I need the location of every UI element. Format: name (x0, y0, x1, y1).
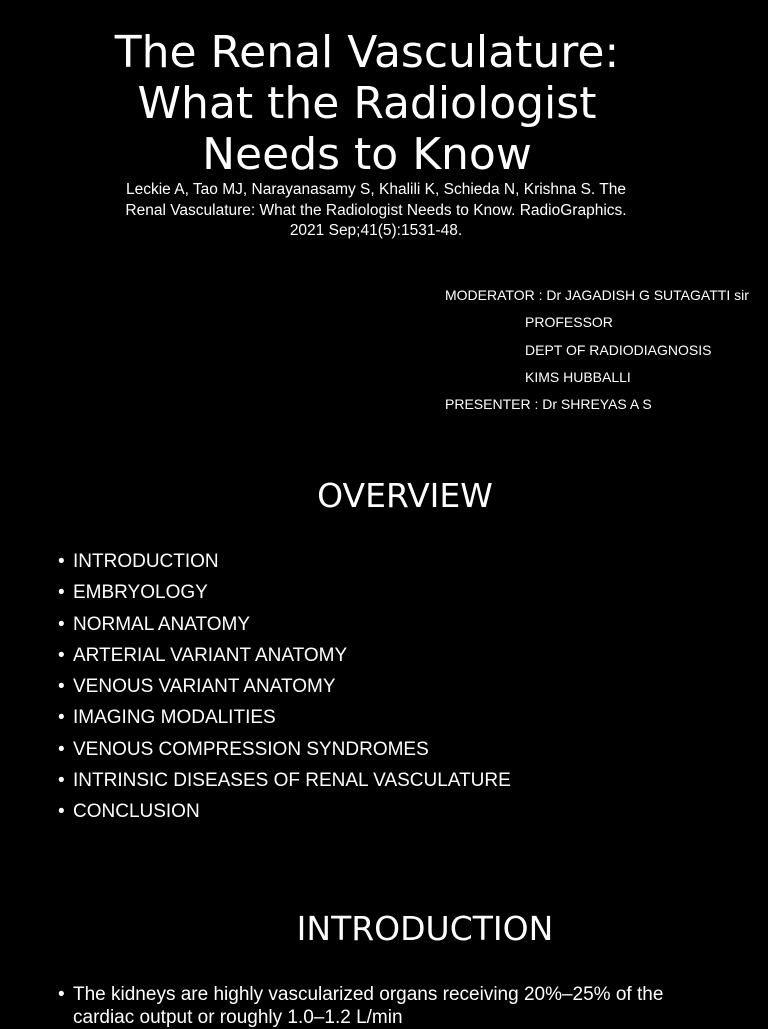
introduction-item (58, 983, 718, 1029)
designation-line: PROFESSOR (525, 314, 613, 331)
overview-item (58, 705, 511, 736)
institution-line: KIMS HUBBALLI (525, 368, 631, 385)
overview-item (58, 580, 511, 611)
bullet-icon: • (58, 582, 65, 604)
bullet-icon: • (58, 770, 65, 792)
overview-item-text: VENOUS COMPRESSION SYNDROMES (73, 738, 429, 760)
moderator-line: MODERATOR : Dr JAGADISH G SUTAGATTI sir (445, 287, 749, 303)
bullet-icon: • (58, 551, 65, 572)
bullet-icon: • (58, 738, 65, 760)
overview-item (58, 768, 511, 799)
presentation-title: The Renal Vasculature: What the Radiologist Needs to Know (114, 27, 620, 180)
overview-item (58, 737, 511, 768)
overview-item (58, 612, 511, 643)
bullet-icon: • (58, 644, 65, 666)
overview-item-text: VENOUS VARIANT ANATOMY (73, 676, 336, 698)
bullet-icon: • (58, 984, 65, 1005)
overview-list (58, 549, 511, 831)
overview-item (58, 674, 511, 705)
title-slide (0, 0, 768, 440)
overview-item (58, 549, 511, 580)
overview-item-text: ARTERIAL VARIANT ANATOMY (73, 644, 348, 666)
bullet-icon: • (58, 801, 65, 823)
introduction-heading: INTRODUCTION (296, 909, 554, 948)
introduction-item-text: The kidneys are highly vascularized organs receiving 20%–25% of the cardiac output or roughly 1.0–1.2 L/min (73, 984, 664, 1028)
bullet-icon: • (58, 676, 65, 698)
overview-item-text: NORMAL ANATOMY (73, 613, 251, 635)
credits-block (445, 284, 749, 420)
overview-item-text: INTRINSIC DISEASES OF RENAL VASCULATURE (73, 770, 511, 792)
citation-text: Leckie A, Tao MJ, Narayanasamy S, Khalili K, Schieda N, Krishna S. The Renal Vasculature: What the Radiologist Needs to Know. RadioGraphics. 2021 Sep;41(5):1531-48. (125, 181, 627, 239)
overview-item-text: EMBRYOLOGY (73, 582, 208, 604)
bullet-icon: • (58, 613, 65, 635)
presenter-line: PRESENTER : Dr SHREYAS A S (445, 396, 652, 413)
overview-item-text: INTRODUCTION (73, 551, 219, 572)
overview-heading: OVERVIEW (317, 476, 493, 515)
introduction-list (58, 983, 718, 1029)
bullet-icon: • (58, 707, 65, 729)
overview-item (58, 643, 511, 674)
introduction-slide (0, 880, 768, 1028)
overview-item-text: IMAGING MODALITIES (73, 707, 276, 729)
overview-slide (0, 440, 768, 860)
overview-item (58, 799, 511, 830)
overview-item-text: CONCLUSION (73, 801, 200, 823)
department-line: DEPT OF RADIODIAGNOSIS (525, 341, 712, 358)
